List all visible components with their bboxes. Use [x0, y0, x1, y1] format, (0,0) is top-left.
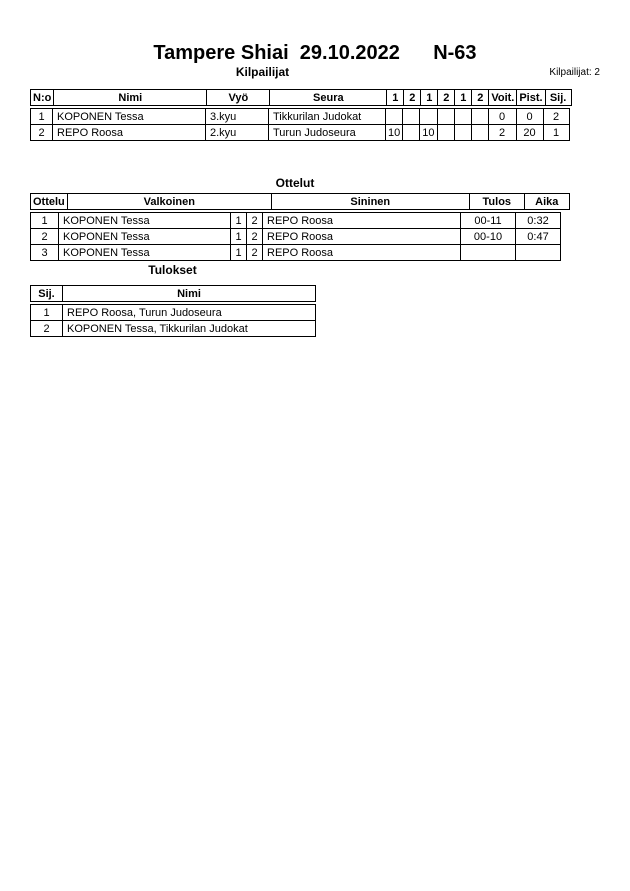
kilpailijat-table	[30, 89, 572, 141]
cell-aika	[516, 245, 561, 261]
cell-nimi: KOPONEN Tessa, Tikkurilan Judokat	[63, 321, 316, 337]
table-row	[31, 109, 570, 125]
kilpailijat-table-header	[30, 89, 572, 106]
section-heading-kilpailijat: Kilpailijat	[235, 65, 290, 79]
table-row	[31, 321, 316, 337]
cell-score	[471, 125, 488, 141]
table-row	[31, 213, 561, 229]
header-row	[31, 286, 316, 302]
kilpailijat-table-body	[30, 108, 570, 141]
tulokset-table	[30, 285, 316, 337]
cell-seura: Turun Judoseura	[269, 125, 386, 141]
cell-white-number: 1	[231, 213, 247, 229]
table-row	[31, 125, 570, 141]
cell-sij: 1	[543, 125, 569, 141]
cell-ottelu: 3	[31, 245, 59, 261]
header-seura: Seura	[270, 90, 387, 106]
header-score-2: 2	[404, 90, 421, 106]
header-score-6: 2	[472, 90, 489, 106]
ottelut-table-header	[30, 193, 570, 210]
cell-sij: 1	[31, 305, 63, 321]
cell-nro: 2	[31, 125, 53, 141]
cell-score	[403, 109, 420, 125]
header-score-4: 2	[438, 90, 455, 106]
cell-valkoinen: KOPONEN Tessa	[59, 245, 231, 261]
cell-blue-number: 2	[247, 213, 263, 229]
header-voit: Voit.	[489, 90, 517, 106]
cell-aika: 0:47	[516, 229, 561, 245]
header-row	[31, 194, 570, 210]
cell-sij: 2	[543, 109, 569, 125]
cell-blue-number: 2	[247, 229, 263, 245]
cell-white-number: 1	[231, 245, 247, 261]
cell-score	[420, 109, 437, 125]
cell-tulos: 00-10	[461, 229, 516, 245]
cell-pist: 0	[516, 109, 543, 125]
cell-nimi: REPO Roosa, Turun Judoseura	[63, 305, 316, 321]
ottelut-table-body	[30, 212, 561, 261]
ottelut-table	[30, 193, 570, 261]
cell-vyo: 2.kyu	[206, 125, 269, 141]
table-row	[31, 305, 316, 321]
cell-seura: Tikkurilan Judokat	[269, 109, 386, 125]
header-pist: Pist.	[517, 90, 545, 106]
cell-sininen: REPO Roosa	[263, 229, 461, 245]
header-aika: Aika	[524, 194, 569, 210]
header-ottelu: Ottelu	[31, 194, 68, 210]
cell-ottelu: 1	[31, 213, 59, 229]
cell-nimi: KOPONEN Tessa	[53, 109, 206, 125]
cell-nimi: REPO Roosa	[53, 125, 206, 141]
cell-score	[437, 125, 454, 141]
cell-voit: 2	[488, 125, 516, 141]
header-row	[31, 90, 572, 106]
header-nimi: Nimi	[54, 90, 207, 106]
cell-ottelu: 2	[31, 229, 59, 245]
header-sininen: Sininen	[271, 194, 469, 210]
section-heading-tulokset: Tulokset	[148, 263, 197, 277]
cell-nro: 1	[31, 109, 53, 125]
cell-aika: 0:32	[516, 213, 561, 229]
cell-score	[454, 109, 471, 125]
tulokset-table-body	[30, 304, 316, 337]
cell-sij: 2	[31, 321, 63, 337]
cell-valkoinen: KOPONEN Tessa	[59, 229, 231, 245]
cell-voit: 0	[488, 109, 516, 125]
tulokset-table-header	[30, 285, 316, 302]
page-title: Tampere Shiai 29.10.2022 N-63	[153, 42, 477, 64]
cell-valkoinen: KOPONEN Tessa	[59, 213, 231, 229]
cell-score	[471, 109, 488, 125]
cell-score	[386, 109, 403, 125]
header-score-1: 1	[387, 90, 404, 106]
competitors-count: Kilpailijat: 2	[549, 67, 600, 78]
cell-score: 10	[386, 125, 403, 141]
cell-score	[403, 125, 420, 141]
header-score-5: 1	[455, 90, 472, 106]
cell-score: 10	[420, 125, 437, 141]
cell-tulos: 00-11	[461, 213, 516, 229]
cell-score	[454, 125, 471, 141]
cell-sininen: REPO Roosa	[263, 213, 461, 229]
section-heading-ottelut: Ottelut	[275, 176, 315, 190]
cell-score	[437, 109, 454, 125]
header-nro: N:o	[31, 90, 54, 106]
table-row	[31, 245, 561, 261]
header-sij: Sij.	[545, 90, 571, 106]
header-score-3: 1	[421, 90, 438, 106]
header-tulos: Tulos	[469, 194, 524, 210]
cell-blue-number: 2	[247, 245, 263, 261]
cell-pist: 20	[516, 125, 543, 141]
header-sij: Sij.	[31, 286, 63, 302]
cell-sininen: REPO Roosa	[263, 245, 461, 261]
table-row	[31, 229, 561, 245]
header-nimi: Nimi	[63, 286, 316, 302]
cell-tulos	[461, 245, 516, 261]
header-vyo: Vyö	[207, 90, 270, 106]
header-valkoinen: Valkoinen	[67, 194, 271, 210]
cell-vyo: 3.kyu	[206, 109, 269, 125]
cell-white-number: 1	[231, 229, 247, 245]
